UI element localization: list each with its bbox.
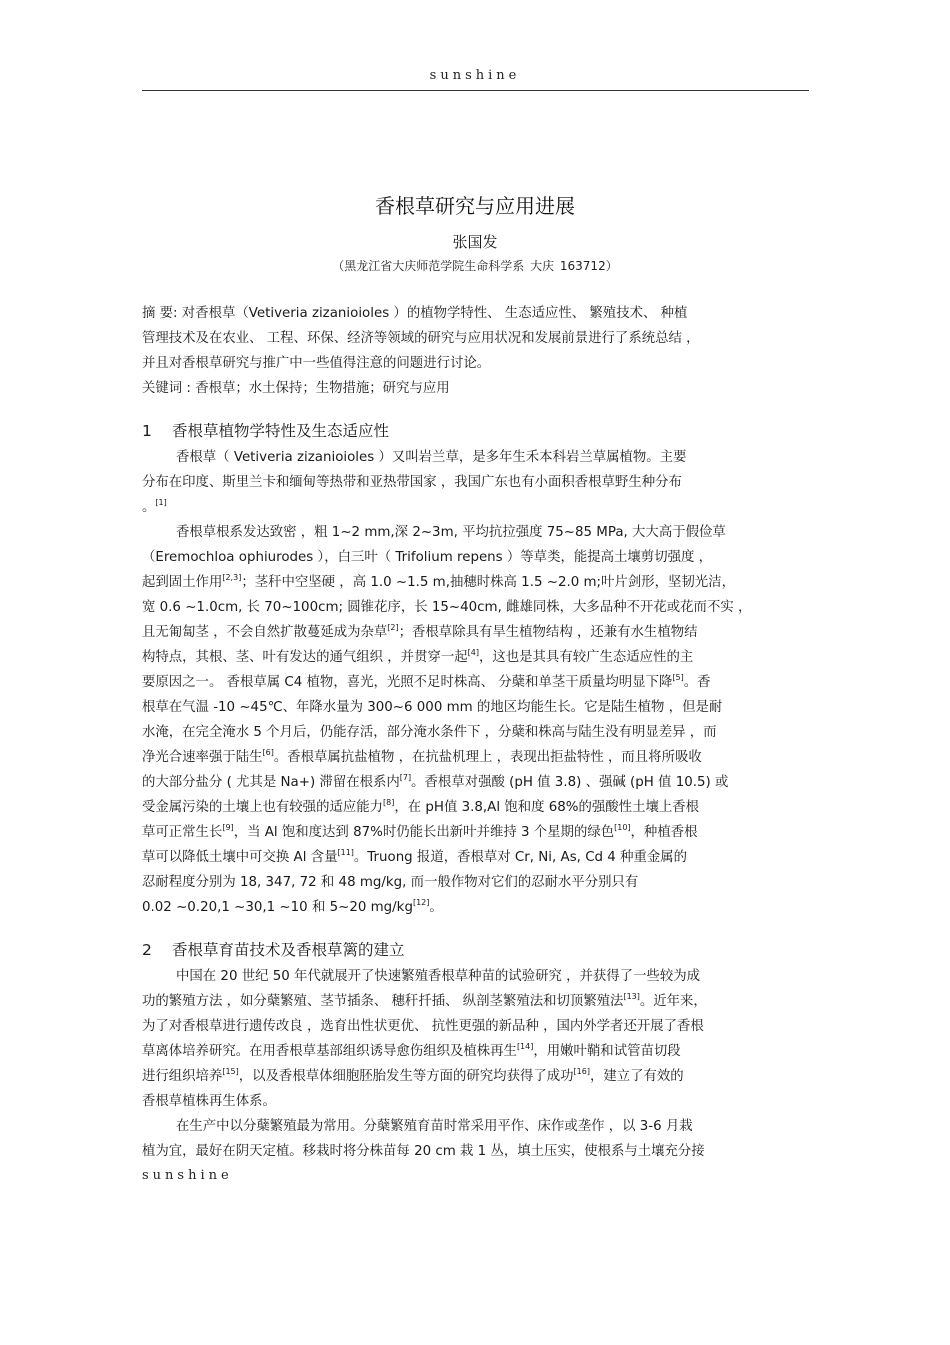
line-text: 的大部分盐分 ( 尤其是 Na+) 滞留在根系内 — [142, 775, 400, 790]
line-text: 草可以降低土壤中可交换 Al 含量 — [142, 850, 338, 865]
section-title: 香根草植物学特性及生态适应性 — [172, 422, 390, 440]
section-number: 1 — [142, 422, 152, 440]
section-title: 香根草育苗技术及香根草篱的建立 — [172, 941, 405, 959]
line-text: 。香根草属抗盐植物 ，在抗盐机理上 ，表现出拒盐特性 ，而且将所吸收 — [273, 750, 702, 765]
text-line — [142, 1114, 809, 1139]
line-text: 要原因之一。 香根草属 C4 植物，喜光，光照不足时株高、 分蘖和单茎干质量均明显下降 — [142, 675, 673, 690]
author-name: 张国发 — [452, 233, 498, 251]
text-line — [142, 870, 809, 895]
text-line — [142, 820, 809, 845]
citation-ref: [2,3] — [222, 573, 242, 582]
article-body — [142, 301, 809, 1164]
line-text: ，建立了有效的 — [589, 1069, 684, 1084]
text-line — [142, 545, 809, 570]
line-text: ，用嫩叶鞘和试管苗切段 — [533, 1044, 681, 1059]
abstract-line: 摘 要: 对香根草（Vetiveria zizanioioles ）的植物学特性、 生态适应性、 繁殖技术、 种植 — [142, 306, 688, 321]
text-line — [142, 670, 809, 695]
citation-ref: [5] — [672, 673, 684, 682]
line-text: ，这也是其具有较广生态适应性的主 — [478, 650, 694, 665]
line-text: 。Truong 报道，香根草对 Cr, Ni, As, Cd 4 种重金属的 — [353, 850, 688, 865]
text-line — [142, 620, 809, 645]
author-affiliation: （黑龙江省大庆师范学院生命科学系 大庆 163712） — [332, 259, 618, 273]
text-line — [142, 1014, 809, 1039]
line-text: ，种植香根 — [630, 825, 698, 840]
citation-ref: [10] — [614, 823, 631, 832]
citation-ref: [16] — [573, 1067, 590, 1076]
line-text: 。香 — [683, 675, 711, 690]
text-line — [142, 470, 809, 495]
text-line — [142, 695, 809, 720]
citation-ref: [9] — [222, 823, 234, 832]
line-text: ；茎秆中空坚硬 ，高 1.0 ~1.5 m,抽穗时株高 1.5 ~2.0 m;叶片剑形，坚韧光洁， — [241, 575, 735, 590]
line-text: 植为宜，最好在阴天定植。移栽时将分株苗每 20 cm 栽 1 丛，填土压实，使根系与土壤充分接 — [142, 1144, 705, 1159]
paragraph — [142, 445, 809, 520]
abstract — [142, 301, 809, 376]
text-line — [142, 895, 809, 920]
section-spacer — [142, 401, 809, 411]
line-text: 根草在气温 -10 ~45℃、年降水量为 300~6 000 mm 的地区均能生长。它是陆生植物 ，但是耐 — [142, 700, 723, 715]
text-line — [142, 1039, 809, 1064]
citation-ref: [1] — [155, 498, 167, 507]
text-line — [142, 989, 809, 1014]
line-text: 在生产中以分蘖繁殖最为常用。分蘖繁殖育苗时常采用平作、床作或垄作 ，以 3-6 月栽 — [176, 1119, 693, 1134]
keywords: 关键词 : 香根草；水土保持；生物措施；研究与应用 — [142, 381, 450, 396]
text-line — [142, 720, 809, 745]
section-spacer — [142, 920, 809, 930]
line-text: ；香根草除具有旱生植物结构 ，还兼有水生植物结 — [398, 625, 698, 640]
paragraph — [142, 520, 809, 920]
paragraph — [142, 1114, 809, 1164]
line-text: 为了对香根草进行遗传改良 ，选育出性状更优、 抗性更强的新品种 ，国内外学者还开展了香根 — [142, 1019, 704, 1034]
line-text: 且无匍匐茎 ，不会自然扩散蔓延成为杂草 — [142, 625, 388, 640]
text-line — [142, 1089, 809, 1114]
line-text: 香根草（ Vetiveria zizanioioles ）又叫岩兰草，是多年生禾本科岩兰草属植物。主要 — [176, 450, 687, 465]
line-text: 起到固土作用 — [142, 575, 223, 590]
line-text: 。近年来， — [639, 994, 707, 1009]
line-text: 构特点，其根、茎、叶有发达的通气组织 ，并贯穿一起 — [142, 650, 468, 665]
text-line — [142, 445, 809, 470]
citation-ref: [11] — [337, 848, 354, 857]
line-text: 分布在印度、斯里兰卡和缅甸等热带和亚热带国家 ，我国广东也有小面积香根草野生种分布 — [142, 475, 682, 490]
citation-ref: [7] — [399, 773, 412, 782]
text-line — [142, 795, 809, 820]
sections — [142, 401, 809, 1164]
line-text: 。 — [142, 500, 156, 515]
paragraph — [142, 964, 809, 1114]
article-title: 香根草研究与应用进展 — [375, 194, 575, 218]
citation-ref: [15] — [222, 1067, 239, 1076]
line-text: 。 — [429, 900, 443, 915]
text-line — [142, 495, 809, 520]
line-text: 忍耐程度分别为 18, 347, 72 和 48 mg/kg, 而一般作物对它们的忍耐水平分别只有 — [142, 875, 639, 890]
text-line — [142, 520, 809, 545]
header-divider — [142, 90, 809, 91]
citation-ref: [12] — [412, 898, 430, 907]
citation-ref: [2] — [387, 623, 399, 632]
text-line — [142, 1139, 809, 1164]
line-text: 宽 0.6 ~1.0cm, 长 70~100cm; 圆锥花序，长 15~40cm, 雌雄同株，大多品种不开花或花而不实 ， — [142, 600, 752, 615]
line-text: 0.02 ~0.20,1 ~30,1 ~10 和 5~20 mg/kg — [142, 900, 413, 915]
text-line — [142, 570, 809, 595]
line-text: 香根草植株再生体系。 — [142, 1094, 276, 1109]
line-text: 中国在 20 世纪 50 年代就展开了快速繁殖香根草种苗的试验研究 ，并获得了一些较为成 — [176, 969, 701, 984]
line-text: ，当 Al 饱和度达到 87%时仍能长出新叶并维持 3 个星期的绿色 — [233, 825, 615, 840]
text-line — [142, 845, 809, 870]
line-text: 受金属污染的土壤上也有较强的适应能力 — [142, 800, 384, 815]
line-text: 香根草根系发达致密 ，粗 1~2 mm,深 2~3m, 平均抗拉强度 75~85 MPa, 大大高于假俭草 — [176, 525, 726, 540]
text-line — [142, 745, 809, 770]
citation-ref: [8] — [383, 798, 395, 807]
line-text: （Eremochloa ophiurodes ），白三叶（ Trifolium repens ）等草类，能提高土壤剪切强度 ， — [142, 550, 713, 565]
citation-ref: [6] — [262, 748, 274, 757]
section-number: 2 — [142, 941, 152, 959]
section-heading — [142, 417, 809, 445]
line-text: 功的繁殖方法 ，如分蘖繁殖、茎节插条、 穗秆扦插、 纵剖茎繁殖法和切顶繁殖法 — [142, 994, 624, 1009]
line-text: 草可正常生长 — [142, 825, 223, 840]
text-line — [142, 770, 809, 795]
line-text: 。香根草对强酸 (pH 值 3.8) 、强碱 (pH 值 10.5) 或 — [411, 775, 729, 790]
line-text: ，以及香根草体细胞胚胎发生等方面的研究均获得了成功 — [238, 1069, 574, 1084]
text-line — [142, 964, 809, 989]
text-line — [142, 645, 809, 670]
citation-ref: [4] — [467, 648, 479, 657]
line-text: 净光合速率强于陆生 — [142, 750, 263, 765]
line-text: ，在 pH值 3.8,Al 饱和度 68%的强酸性土壤上香根 — [394, 800, 700, 815]
text-line — [142, 595, 809, 620]
abstract-line: 并且对香根草研究与推广中一些值得注意的问题进行讨论。 — [142, 356, 491, 371]
section-heading — [142, 936, 809, 964]
line-text: 水淹，在完全淹水 5 个月后，仍能存活，部分淹水条件下 ，分蘖和株高与陆生没有明显差异 ，而 — [142, 725, 717, 740]
citation-ref: [14] — [516, 1042, 534, 1051]
abstract-line: 管理技术及在农业、 工程、环保、经济等领域的研究与应用状况和发展前景进行了系统总结 ， — [142, 331, 700, 346]
running-header: sunshine — [429, 68, 521, 83]
line-text: 进行组织培养 — [142, 1069, 223, 1084]
citation-ref: [13] — [623, 992, 640, 1001]
running-footer: sunshine — [142, 1168, 233, 1183]
line-text: 草离体培养研究。在用香根草基部组织诱导愈伤组织及植株再生 — [142, 1044, 517, 1059]
text-line — [142, 1064, 809, 1089]
